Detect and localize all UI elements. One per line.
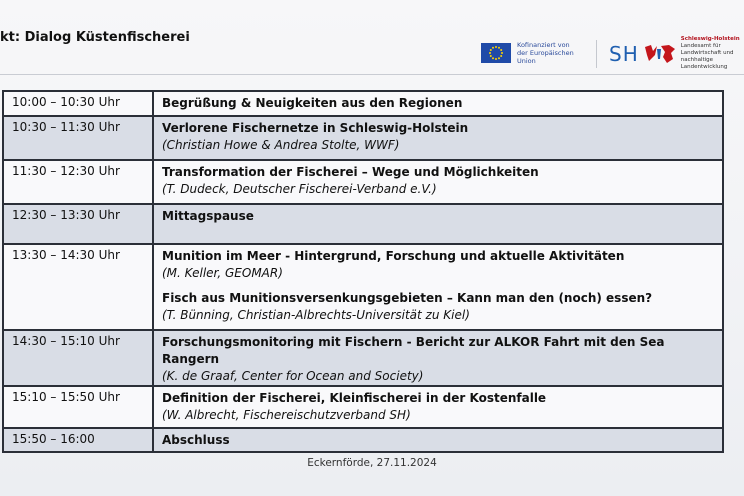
agenda-title: Forschungsmonitoring mit Fischern - Bericht zur ALKOR Fahrt mit den Sea Rangern: [162, 335, 665, 366]
document-title: kt: Dialog Küstenfischerei: [0, 30, 190, 45]
agenda-speaker: (W. Albrecht, Fischereischutzverband SH): [162, 408, 411, 422]
agenda-speaker: (M. Keller, GEOMAR): [162, 266, 283, 280]
agenda-content: [153, 330, 723, 386]
agenda-content: [153, 116, 723, 160]
agenda-row: [3, 204, 723, 244]
agenda-row: [3, 160, 723, 204]
agenda-content: [153, 244, 723, 330]
agenda-title: Mittagspause: [162, 209, 254, 223]
agenda-content: [153, 428, 723, 452]
agenda-title: Munition im Meer - Hintergrund, Forschung und aktuelle Aktivitäten: [162, 249, 625, 263]
sh-agency-text: [681, 36, 744, 71]
agenda-title: Transformation der Fischerei – Wege und Möglichkeiten: [162, 165, 539, 179]
sh-agency-line: Landesamt für Landwirtschaft und nachhaltige Landentwicklung: [680, 43, 734, 70]
logo-divider: [596, 40, 597, 68]
sh-agency-title: Schleswig-Holstein: [680, 36, 740, 42]
agenda-time: 10:30 – 11:30 Uhr: [3, 116, 153, 160]
agenda-row: [3, 244, 723, 330]
agenda-speaker: (T. Dudeck, Deutscher Fischerei-Verband e.V.): [162, 182, 437, 196]
sh-crest-icon: [643, 43, 677, 65]
eu-flag-icon: [481, 43, 511, 63]
agenda-table: [2, 90, 724, 453]
agenda-time: 12:30 – 13:30 Uhr: [3, 204, 153, 244]
agenda-content: [153, 204, 723, 244]
agenda-title: Verlorene Fischernetze in Schleswig-Holstein: [162, 121, 469, 135]
sh-letters: SH: [609, 41, 639, 66]
agenda-time: 10:00 – 10:30 Uhr: [3, 91, 153, 116]
agenda-content: [153, 386, 723, 428]
header-divider: [0, 74, 744, 75]
agenda-time: 11:30 – 12:30 Uhr: [3, 160, 153, 204]
eu-cofunding-text: Kofinanziert von der Europäischen Union: [517, 41, 574, 65]
agenda-time: 15:10 – 15:50 Uhr: [3, 386, 153, 428]
agenda-time: 15:50 – 16:00: [3, 428, 153, 452]
sh-logo: [596, 36, 744, 71]
agenda-title: Abschluss: [162, 433, 230, 447]
agenda-row: [3, 428, 723, 452]
agenda-row: [3, 386, 723, 428]
agenda-speaker-2: (T. Bünning, Christian-Albrechts-Universität zu Kiel): [162, 308, 470, 322]
eu-logo: [481, 41, 577, 65]
agenda-title: Begrüßung & Neuigkeiten aus den Regionen: [162, 96, 463, 110]
agenda-speaker: (Christian Howe & Andrea Stolte, WWF): [162, 138, 400, 152]
agenda-title-2: Fisch aus Munitionsversenkungsgebieten – Kann man den (noch) essen?: [162, 291, 653, 305]
agenda-time: 14:30 – 15:10 Uhr: [3, 330, 153, 386]
agenda-speaker: (K. de Graaf, Center for Ocean and Society): [162, 369, 424, 383]
agenda-title: Definition der Fischerei, Kleinfischerei in der Kostenfalle: [162, 391, 547, 405]
agenda-row: [3, 91, 723, 116]
agenda-time: 13:30 – 14:30 Uhr: [3, 244, 153, 330]
agenda-content: [153, 91, 723, 116]
agenda-row: [3, 330, 723, 386]
footer-place-date: Eckernförde, 27.11.2024: [307, 457, 437, 469]
agenda-content: [153, 160, 723, 204]
agenda-row: [3, 116, 723, 160]
